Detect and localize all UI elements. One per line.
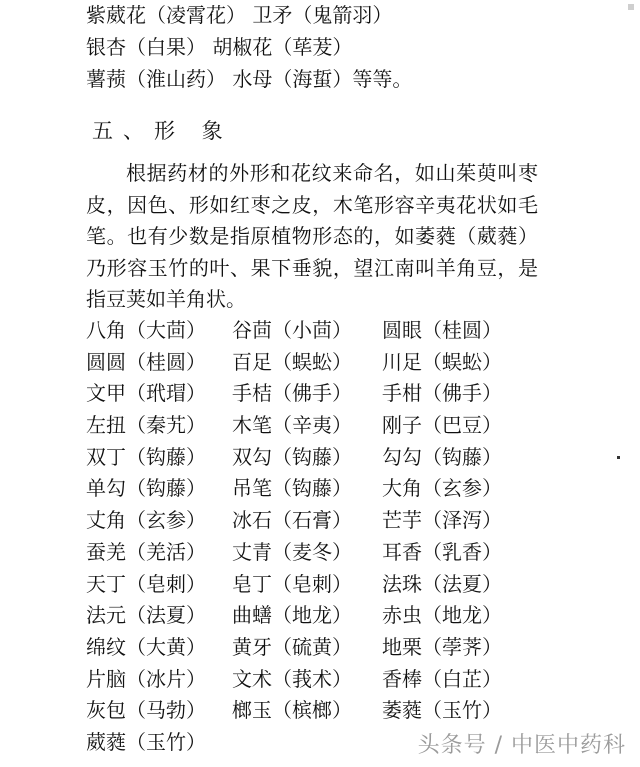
- name-entry: 蚕羌（羌活）: [86, 539, 206, 564]
- corner-mark: [628, 4, 634, 10]
- name-entry: 左扭（秦艽）: [86, 413, 206, 438]
- name-entry: 圆眼（桂圆）: [382, 318, 502, 342]
- name-entry: 勾勾（钩藤）: [382, 444, 502, 469]
- name-entry: 灰包（马勃）: [86, 698, 206, 723]
- name-entry: 手柑（佛手）: [382, 381, 502, 406]
- name-entry: 片脑（冰片）: [86, 666, 206, 691]
- name-entry: 吊笔（钩藤）: [232, 476, 352, 501]
- name-entry: 曲蟮（地龙）: [232, 603, 352, 628]
- top-line-3: 薯蓣（淮山药） 水母（海蜇）等等。: [86, 67, 413, 91]
- name-entry: 木笔（辛夷）: [232, 413, 352, 438]
- edge-dot: [617, 456, 620, 459]
- top-line-1: 紫葳花（凌霄花） 卫矛（鬼箭羽）: [86, 3, 393, 27]
- name-entry: 天丁（皂刺）: [86, 571, 206, 596]
- section-paragraph: 根据药材的外形和花纹来命名，如山茱萸叫枣皮，因色、形如红枣之皮，木笔形容辛夷花状如毛笔。也有少数是指原植物形态的，如萎蕤（葳蕤）乃形容玉竹的叶、果下垂貌，望江南叫羊角豆，是指豆荚如羊角状。: [86, 161, 538, 311]
- name-entry: 法元（法夏）: [86, 603, 206, 628]
- name-entry: 赤虫（地龙）: [382, 603, 502, 628]
- name-entry: 大角（玄参）: [382, 476, 502, 501]
- name-entry: 单勾（钩藤）: [86, 476, 206, 501]
- name-entry: 萎蕤（玉竹）: [382, 698, 502, 723]
- name-entry: 手桔（佛手）: [232, 381, 352, 406]
- watermark: 头条号 / 中医中药科: [417, 733, 626, 758]
- name-entry: 法珠（法夏）: [382, 571, 502, 596]
- name-entry: 冰石（石膏）: [232, 508, 352, 533]
- name-entry: 圆圆（桂圆）: [86, 349, 206, 374]
- name-entry: 谷茴（小茴）: [232, 318, 352, 342]
- name-entry: 葳蕤（玉竹）: [86, 729, 206, 754]
- name-entry: 地栗（荸荠）: [382, 634, 502, 659]
- names-grid: [86, 318, 542, 762]
- name-entry: 绵纹（大黄）: [86, 634, 206, 659]
- name-entry: 文甲（玳瑁）: [86, 381, 206, 406]
- name-entry: 双勾（钩藤）: [232, 444, 352, 469]
- name-entry: 黄牙（硫黄）: [232, 634, 352, 659]
- name-entry: 刚子（巴豆）: [382, 413, 502, 438]
- name-entry: 百足（蜈蚣）: [232, 349, 352, 374]
- section-heading: 五、形 象: [92, 119, 233, 143]
- name-entry: 榔玉（槟榔）: [232, 698, 352, 723]
- name-entry: 川足（蜈蚣）: [382, 349, 502, 374]
- name-entry: 丈角（玄参）: [86, 508, 206, 533]
- name-entry: 耳香（乳香）: [382, 539, 502, 564]
- name-entry: 芒芋（泽泻）: [382, 508, 502, 533]
- name-entry: 八角（大茴）: [86, 318, 206, 342]
- name-entry: 丈青（麦冬）: [232, 539, 352, 564]
- name-entry: 双丁（钩藤）: [86, 444, 206, 469]
- name-entry: 香棒（白芷）: [382, 666, 502, 691]
- top-line-2: 银杏（白果） 胡椒花（荜茇）: [86, 35, 353, 59]
- name-entry: 皂丁（皂刺）: [232, 571, 352, 596]
- name-entry: 文术（莪术）: [232, 666, 352, 691]
